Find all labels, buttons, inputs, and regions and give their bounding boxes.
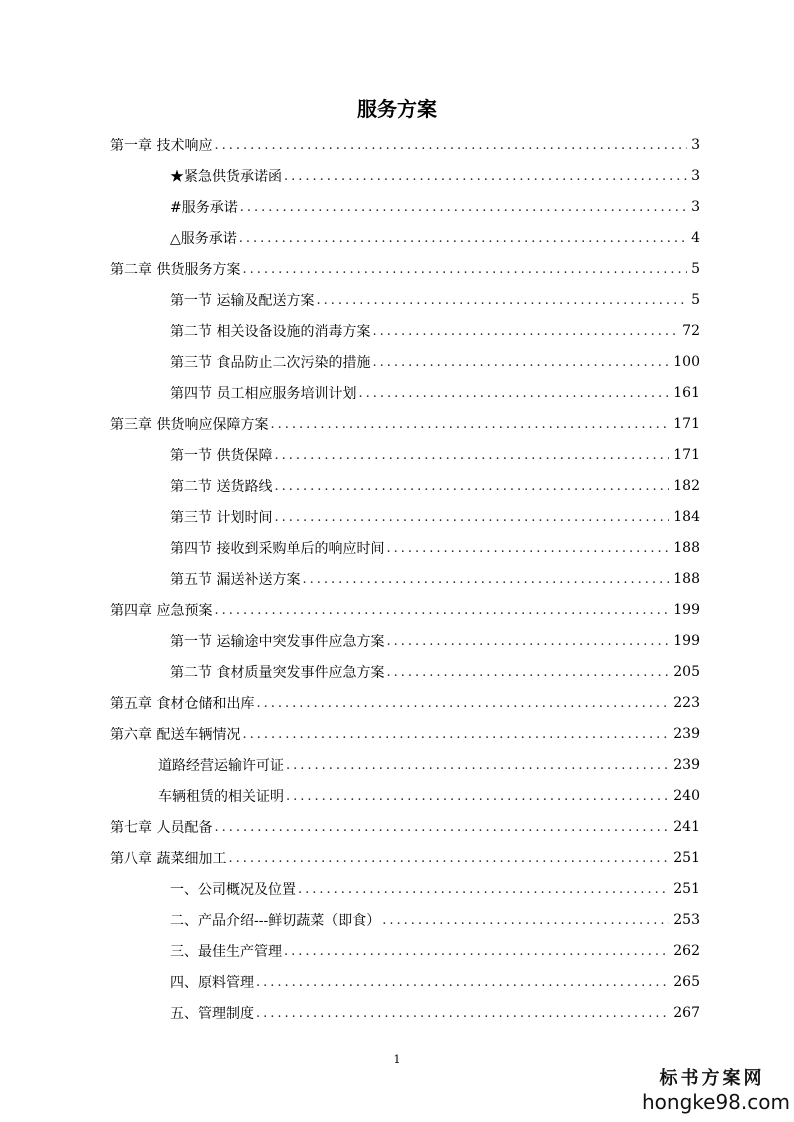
toc-entry-page: 240 <box>673 788 700 804</box>
toc-entry[interactable] <box>170 970 700 994</box>
toc-entry-title: ★紧急供货承诺函 <box>170 169 282 185</box>
toc-entry[interactable] <box>170 195 700 219</box>
toc-entry-page: 171 <box>673 447 700 463</box>
toc-leader-dots <box>274 479 669 494</box>
toc-leader-dots <box>298 882 669 897</box>
toc-entry-page: 262 <box>673 943 700 959</box>
toc-entry-title: 第二节 相关设备设施的消毒方案 <box>170 324 371 340</box>
toc-entry-title: 三、最佳生产管理 <box>170 944 282 960</box>
watermark-url: hongke98.com <box>642 1090 790 1114</box>
toc-leader-dots <box>240 200 687 215</box>
toc-leader-dots <box>316 293 687 308</box>
toc-leader-dots <box>302 572 669 587</box>
toc-leader-dots <box>256 696 669 711</box>
toc-entry-title: 第四章 应急预案 <box>110 603 213 619</box>
toc-entry[interactable] <box>170 877 700 901</box>
toc-entry-title: 第四节 员工相应服务培训计划 <box>170 386 357 402</box>
toc-entry-page: 199 <box>673 633 700 649</box>
toc-entry-title: 第二章 供货服务方案 <box>110 262 241 278</box>
toc-entry[interactable] <box>110 412 700 436</box>
toc-leader-dots <box>256 1006 669 1021</box>
toc-entry[interactable] <box>110 691 700 715</box>
toc-entry[interactable] <box>170 381 700 405</box>
toc-entry-page: 3 <box>691 168 700 184</box>
toc-entry-page: 3 <box>691 199 700 215</box>
toc-entry-page: 199 <box>673 602 700 618</box>
toc-entry-page: 241 <box>673 819 700 835</box>
toc-entry[interactable] <box>110 598 700 622</box>
toc-entry-title: 一、公司概况及位置 <box>170 882 296 898</box>
toc-leader-dots <box>358 386 669 401</box>
toc-entry[interactable] <box>110 722 700 746</box>
toc-entry-title: 第八章 蔬菜细加工 <box>110 851 227 867</box>
toc-entry-title: 第二节 送货路线 <box>170 479 273 495</box>
toc-entry[interactable] <box>170 939 700 963</box>
toc-entry[interactable] <box>158 753 700 777</box>
toc-leader-dots <box>372 324 678 339</box>
toc-leader-dots <box>284 169 687 184</box>
toc-entry-page: 3 <box>691 137 700 153</box>
watermark <box>642 1068 790 1114</box>
toc-entry-page: 4 <box>691 230 700 246</box>
toc-entry-page: 251 <box>673 881 700 897</box>
toc-leader-dots <box>256 975 669 990</box>
watermark-brand: 标书方案网 <box>659 1068 765 1089</box>
toc-entry-page: 188 <box>673 571 700 587</box>
toc-leader-dots <box>270 417 669 432</box>
toc-entry-title: 第一节 运输途中突发事件应急方案 <box>170 634 385 650</box>
toc-leader-dots <box>228 851 669 866</box>
toc-entry-page: 100 <box>673 354 700 370</box>
toc-entry-title: 五、管理制度 <box>170 1006 254 1022</box>
toc-entry-title: △服务承诺 <box>170 231 237 247</box>
toc-entry[interactable] <box>170 226 700 250</box>
toc-entry-page: 239 <box>673 757 700 773</box>
toc-entry[interactable] <box>170 1001 700 1025</box>
toc-leader-dots <box>214 138 687 153</box>
toc-entry-page: 251 <box>673 850 700 866</box>
toc-leader-dots <box>386 665 669 680</box>
toc-leader-dots <box>382 913 669 928</box>
toc-leader-dots <box>386 634 669 649</box>
toc-entry-title: 第六章 配送车辆情况 <box>110 727 241 743</box>
toc-entry[interactable] <box>110 846 700 870</box>
toc-entry-title: 道路经营运输许可证 <box>158 758 284 774</box>
toc-entry[interactable] <box>158 784 700 808</box>
toc-entry-page: 188 <box>673 540 700 556</box>
toc-entry-title: 第三节 食品防止二次污染的措施 <box>170 355 371 371</box>
toc-entry-title: 第五节 漏送补送方案 <box>170 572 301 588</box>
toc-entry-title: 第四节 接收到采购单后的响应时间 <box>170 541 385 557</box>
toc-entry-title: 第三章 供货响应保障方案 <box>110 417 269 433</box>
toc-entry-page: 72 <box>682 323 700 339</box>
toc-entry[interactable] <box>170 536 700 560</box>
toc-leader-dots <box>242 262 687 277</box>
toc-entry-title: 第七章 人员配备 <box>110 820 213 836</box>
toc-leader-dots <box>274 510 669 525</box>
toc-entry-title: 车辆租赁的相关证明 <box>158 789 284 805</box>
toc-entry[interactable] <box>170 164 700 188</box>
toc-entry-title: 第一章 技术响应 <box>110 138 213 154</box>
toc-entry[interactable] <box>170 443 700 467</box>
toc-entry[interactable] <box>170 567 700 591</box>
toc-leader-dots <box>214 820 669 835</box>
toc-leader-dots <box>274 448 669 463</box>
toc-leader-dots <box>286 789 669 804</box>
toc-entry[interactable] <box>110 257 700 281</box>
toc-leader-dots <box>386 541 669 556</box>
toc-entry-title: 第一节 供货保障 <box>170 448 273 464</box>
toc-entry-title: 二、产品介绍---鲜切蔬菜（即食） <box>170 913 381 929</box>
toc-entry[interactable] <box>170 350 700 374</box>
toc-leader-dots <box>286 758 669 773</box>
toc-entry-title: 第三节 计划时间 <box>170 510 273 526</box>
toc-entry-page: 161 <box>673 385 700 401</box>
toc-entry[interactable] <box>170 288 700 312</box>
toc-entry[interactable] <box>170 319 700 343</box>
toc-entry-page: 265 <box>673 974 700 990</box>
toc-entry-page: 182 <box>673 478 700 494</box>
document-title: 服务方案 <box>357 97 437 121</box>
toc-entry-page: 223 <box>673 695 700 711</box>
toc-entry-title: 四、原料管理 <box>170 975 254 991</box>
toc-entry[interactable] <box>170 505 700 529</box>
toc-entry-page: 5 <box>691 261 700 277</box>
toc-entry-title: 第二节 食材质量突发事件应急方案 <box>170 665 385 681</box>
toc-entry-page: 239 <box>673 726 700 742</box>
toc-entry-page: 171 <box>673 416 700 432</box>
toc-entry-page: 5 <box>691 292 700 308</box>
toc-leader-dots <box>372 355 669 370</box>
toc-entry-page: 205 <box>673 664 700 680</box>
toc-entry-page: 267 <box>673 1005 700 1021</box>
toc-entry[interactable] <box>170 474 700 498</box>
toc-entry-title: 第一节 运输及配送方案 <box>170 293 315 309</box>
toc-entry[interactable] <box>110 133 700 157</box>
toc-leader-dots <box>242 727 669 742</box>
toc-entry[interactable] <box>170 660 700 684</box>
toc-entry[interactable] <box>170 629 700 653</box>
toc-entry-page: 253 <box>673 912 700 928</box>
toc-entry-page: 184 <box>673 509 700 525</box>
toc-leader-dots <box>284 944 669 959</box>
toc-leader-dots <box>214 603 669 618</box>
toc-entry[interactable] <box>170 908 700 932</box>
page-number: 1 <box>393 1053 401 1066</box>
toc-entry-title: 第五章 食材仓储和出库 <box>110 696 255 712</box>
toc-entry-title: #服务承诺 <box>170 200 238 216</box>
toc-entry[interactable] <box>110 815 700 839</box>
toc-leader-dots <box>239 231 687 246</box>
